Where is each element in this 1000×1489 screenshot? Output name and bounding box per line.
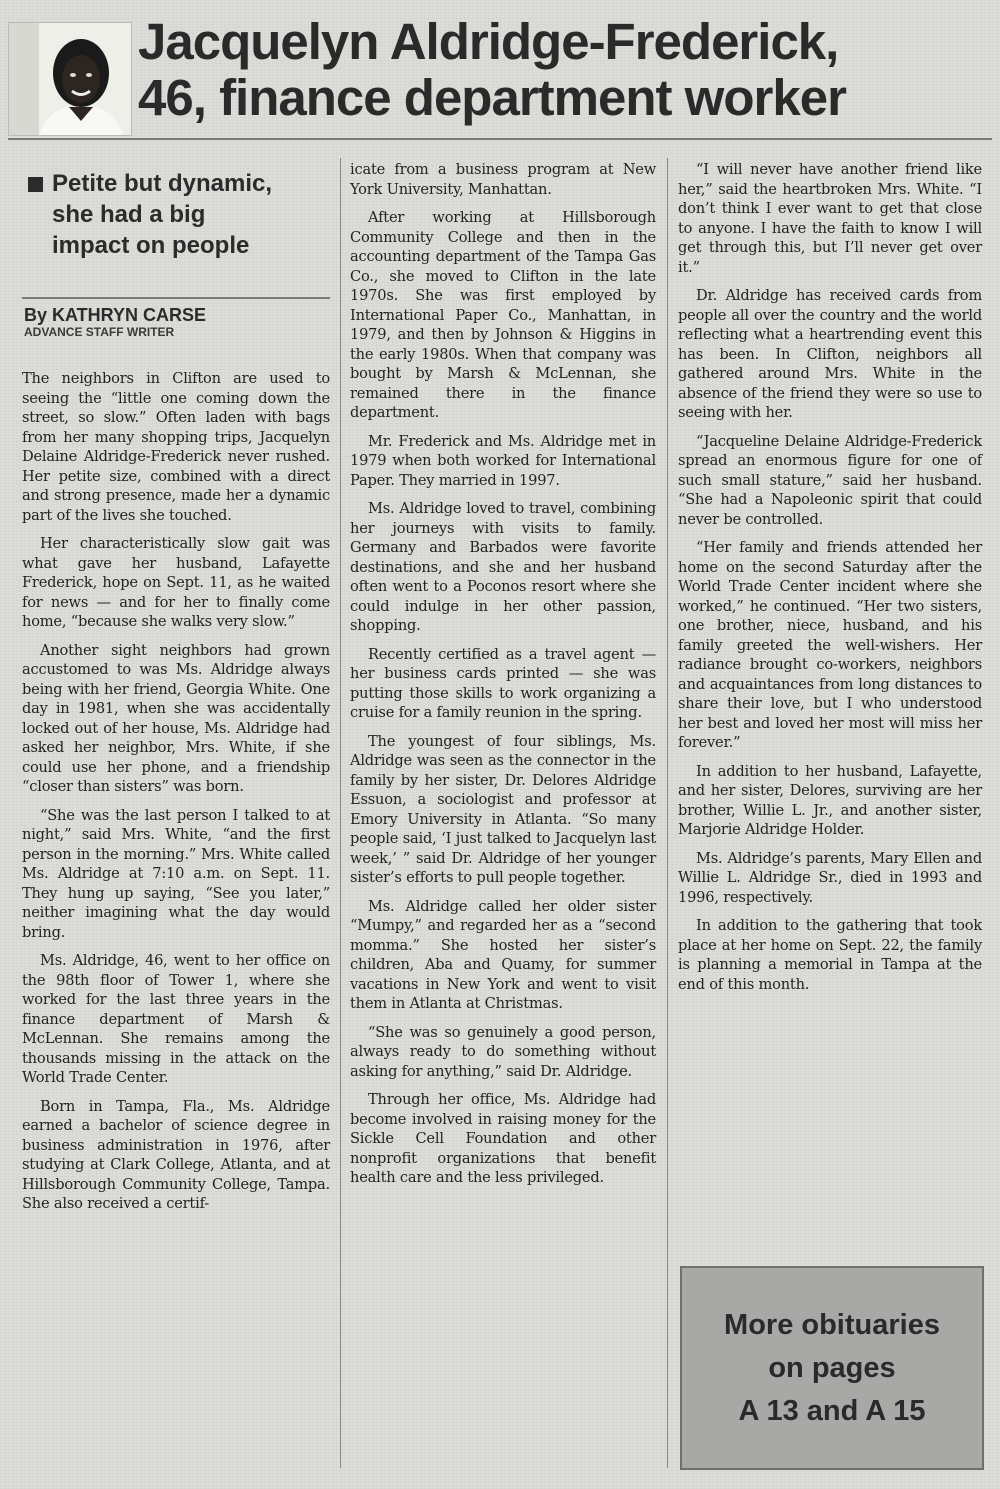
byline-title: ADVANCE STAFF WRITER <box>24 325 175 339</box>
column-divider <box>340 158 341 1468</box>
paragraph: After working at Hillsborough Community College and then in the accounting department of the Tampa Gas Co., she moved to Clifton in the late 1970s. She was first employed by International Paper Co., Manhattan, in 1979, and then by Johnson & Higgins in the early 1980s. When that company was bought by Marsh & McLennan, she remained there in the finance department. <box>350 209 656 421</box>
paragraph: Dr. Aldridge has received cards from people all over the country and the world reflecting what a heartrending event this has been. In Clifton, neighbors all gathered around Mrs. White in the absence of the friend they were so use to seeing with her. <box>678 287 982 421</box>
paragraph: In addition to the gathering that took place at her home on Sept. 22, the family is planning a memorial in Tampa at the end of this month. <box>678 917 982 993</box>
deck-line-3: impact on people <box>52 232 250 259</box>
more-obituaries-box <box>680 1266 984 1470</box>
paragraph: Ms. Aldridge’s parents, Mary Ellen and Willie L. Aldridge Sr., died in 1993 and 1996, respectively. <box>678 849 982 906</box>
paragraph: Another sight neighbors had grown accustomed to was Ms. Aldridge always being with her friend, Georgia White. One day in 1981, when she was accidentally locked out of her house, Ms. Aldridge had asked her neighbor, Mrs. White, if she could use her phone, and a friendship “closer than sisters” was born. <box>22 641 330 795</box>
portrait-photo <box>8 22 132 136</box>
paragraph: “Her family and friends attended her home on the second Saturday after the World Trade Center incident where she worked,” he continued. “Her two sisters, one brother, niece, husband, and his family greeted the well-wishers. Her radiance brought co-workers, neighbors and acquaintances from long distances to share their love, but I who understood her best and loved her most will miss her forever.” <box>678 539 982 751</box>
paragraph: Her characteristically slow gait was what gave her husband, Lafayette Frederick, hope on Sept. 11, as he waited for news — and for her to finally come home, “because she walks very slow.” <box>22 535 330 630</box>
promo-line-1: More obituaries <box>724 1308 940 1341</box>
column-3 <box>678 160 982 1003</box>
deck <box>22 168 330 261</box>
paragraph: Mr. Frederick and Ms. Aldridge met in 1979 when both worked for International Paper. They married in 1997. <box>350 432 656 489</box>
column-divider <box>667 158 668 1468</box>
top-rule <box>8 138 992 140</box>
promo-line-2: on pages <box>768 1351 896 1384</box>
paragraph: The neighbors in Clifton are used to seeing the “little one coming down the street, so slow.” Often laden with bags from her many shopping trips, Jacquelyn Delaine Aldridge-Frederick never rushed. Her petite size, combined with a direct and strong presence, made her a dynamic part of the lives she touched. <box>22 370 330 524</box>
portrait-photo-icon <box>9 23 131 135</box>
paragraph: “She was so genuinely a good person, always ready to do something without asking for anything,” said Dr. Aldridge. <box>350 1023 656 1080</box>
bullet-square-icon <box>28 177 43 192</box>
paragraph: The youngest of four siblings, Ms. Aldridge was seen as the connector in the family by her sister, Dr. Delores Aldridge Essuon, a sociologist and professor at Emory University in Atlanta. “So many people said, ‘I just talked to Jacquelyn last week,’ ” said Dr. Aldridge of her younger sister’s efforts to pull people together. <box>350 732 656 886</box>
paragraph: Through her office, Ms. Aldridge had become involved in raising money for the Sickle Cell Foundation and other nonprofit organizations that benefit health care and the less privileged. <box>350 1091 656 1186</box>
paragraph: Ms. Aldridge, 46, went to her office on the 98th floor of Tower 1, where she worked for the last three years in the finance department of Marsh & McLennan. She remains among the thousands missing in the attack on the World Trade Center. <box>22 952 330 1086</box>
column-1 <box>22 160 330 1223</box>
promo-text <box>724 1304 940 1433</box>
column-2 <box>350 160 656 1197</box>
headline <box>138 14 998 126</box>
deck-line-2: she had a big <box>52 201 206 228</box>
paragraph: “She was the last person I talked to at night,” said Mrs. White, “and the first person in the morning.” Mrs. White called Ms. Aldridge at 7:10 a.m. on Sept. 11. They hung up saying, “See you later,” neither imagining what the day would bring. <box>22 806 330 941</box>
deck-line-1: Petite but dynamic, <box>52 170 273 197</box>
paragraph: In addition to her husband, Lafayette, and her sister, Delores, surviving are her brother, Willie L. Jr., and another sister, Marjorie Aldridge Holder. <box>678 762 982 838</box>
promo-line-3: A 13 and A 15 <box>738 1394 926 1427</box>
headline-line-1: Jacquelyn Aldridge-Frederick, <box>138 13 839 70</box>
paragraph: Ms. Aldridge called her older sister “Mumpy,” and regarded her as a “second momma.” She hosted her sister’s children, Aba and Quamy, for summer vacations in New York and went to visit them in Atlanta at Christmas. <box>350 897 656 1012</box>
paragraph: Recently certified as a travel agent — her business cards printed — she was putting those skills to work organizing a cruise for a family reunion in the spring. <box>350 645 656 721</box>
paragraph: icate from a business program at New York University, Manhattan. <box>350 161 656 198</box>
paragraph: Born in Tampa, Fla., Ms. Aldridge earned a bachelor of science degree in business administration in 1976, after studying at Clark College, Atlanta, and at Hillsborough Community College, Tampa. She also received a certif- <box>22 1097 330 1212</box>
byline-rule <box>22 297 330 299</box>
byline-author: By KATHRYN CARSE <box>24 305 207 325</box>
paragraph: “Jacqueline Delaine Aldridge-Frederick spread an enormous figure for one of such small stature,” said her husband. “She had a Napoleonic spirit that could never be controlled. <box>678 432 982 528</box>
headline-line-2: 46, finance department worker <box>138 69 846 126</box>
paragraph: “I will never have another friend like her,” said the heartbroken Mrs. White. “I don’t think I ever want to get that close to anyone. I have the faith to know I will get through this, but I’ll never get over it.” <box>678 161 982 276</box>
paragraph: Ms. Aldridge loved to travel, combining her journeys with visits to family. Germany and Barbados were favorite destinations, and she and her husband often went to a Poconos resort where she could indulge in her other passion, shopping. <box>350 500 656 634</box>
